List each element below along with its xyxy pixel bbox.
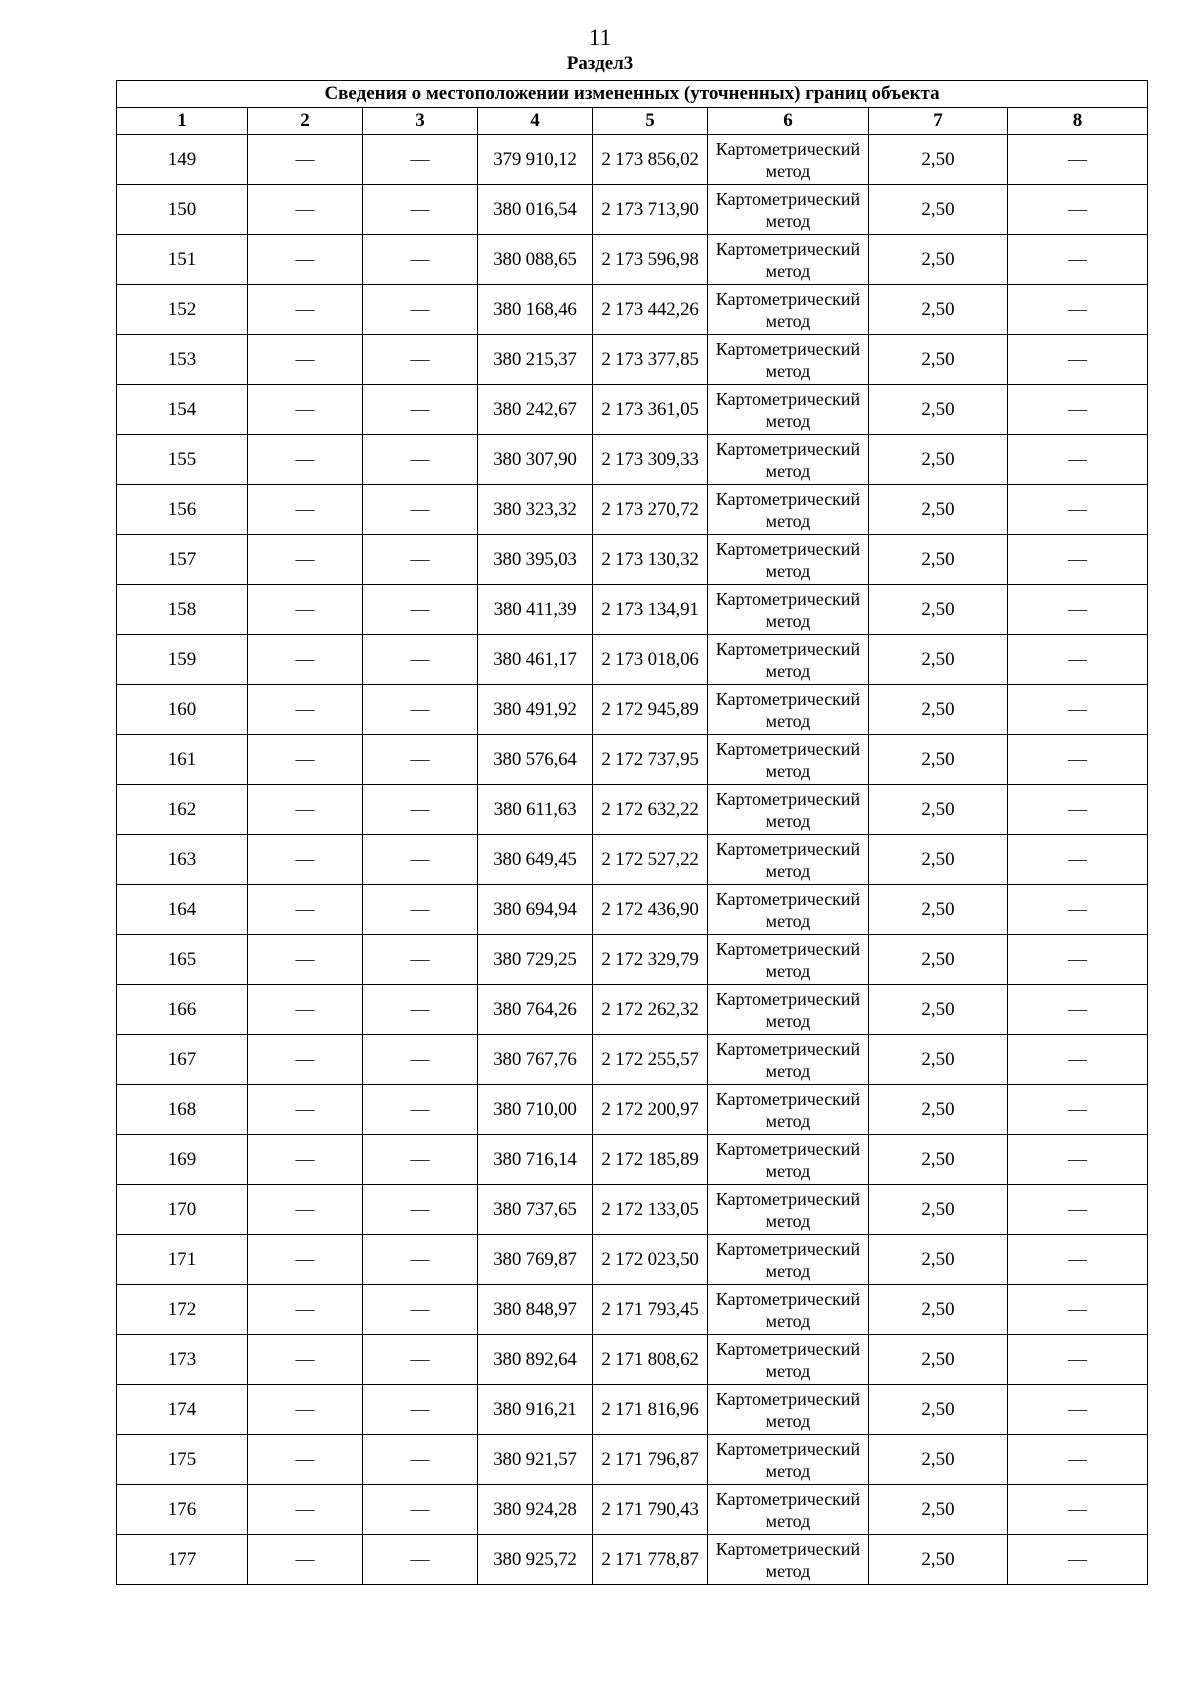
empty-cell: — (1008, 785, 1148, 835)
table-row (117, 385, 1148, 435)
empty-cell: — (363, 1235, 478, 1285)
x-coordinate: 380 395,03 (478, 535, 593, 585)
table-row (117, 935, 1148, 985)
y-coordinate: 2 173 856,02 (593, 135, 708, 185)
y-coordinate: 2 172 185,89 (593, 1135, 708, 1185)
empty-cell: — (363, 185, 478, 235)
empty-cell: — (363, 1485, 478, 1535)
accuracy: 2,50 (869, 985, 1008, 1035)
column-number: 5 (593, 108, 708, 135)
accuracy: 2,50 (869, 235, 1008, 285)
table-row (117, 635, 1148, 685)
column-number: 7 (869, 108, 1008, 135)
empty-cell: — (1008, 1435, 1148, 1485)
point-number: 160 (117, 685, 248, 735)
table-row (117, 1035, 1148, 1085)
method: Картометрический метод (708, 1035, 869, 1085)
empty-cell: — (363, 985, 478, 1035)
table-row (117, 1085, 1148, 1135)
point-number: 159 (117, 635, 248, 685)
table-row (117, 285, 1148, 335)
x-coordinate: 380 924,28 (478, 1485, 593, 1535)
empty-cell: — (363, 1335, 478, 1385)
table-row (117, 335, 1148, 385)
column-number: 4 (478, 108, 593, 135)
empty-cell: — (1008, 835, 1148, 885)
method: Картометрический метод (708, 285, 869, 335)
table-row (117, 1285, 1148, 1335)
column-number: 1 (117, 108, 248, 135)
table-caption: Сведения о местоположении измененных (уточненных) границ объекта (117, 81, 1148, 108)
x-coordinate: 380 716,14 (478, 1135, 593, 1185)
empty-cell: — (1008, 435, 1148, 485)
method: Картометрический метод (708, 985, 869, 1035)
table-row (117, 1385, 1148, 1435)
method: Картометрический метод (708, 135, 869, 185)
accuracy: 2,50 (869, 385, 1008, 435)
point-number: 167 (117, 1035, 248, 1085)
table-row (117, 135, 1148, 185)
table-row (117, 485, 1148, 535)
empty-cell: — (248, 1535, 363, 1585)
point-number: 170 (117, 1185, 248, 1235)
y-coordinate: 2 173 134,91 (593, 585, 708, 635)
empty-cell: — (248, 185, 363, 235)
empty-cell: — (363, 535, 478, 585)
table-row (117, 585, 1148, 635)
empty-cell: — (248, 985, 363, 1035)
empty-cell: — (1008, 1235, 1148, 1285)
method: Картометрический метод (708, 885, 869, 935)
x-coordinate: 380 576,64 (478, 735, 593, 785)
table-row (117, 435, 1148, 485)
x-coordinate: 380 323,32 (478, 485, 593, 535)
x-coordinate: 380 611,63 (478, 785, 593, 835)
y-coordinate: 2 172 133,05 (593, 1185, 708, 1235)
table-body (117, 135, 1148, 1585)
column-number: 6 (708, 108, 869, 135)
empty-cell: — (363, 735, 478, 785)
table-row (117, 1535, 1148, 1585)
empty-cell: — (363, 1385, 478, 1435)
empty-cell: — (248, 385, 363, 435)
empty-cell: — (248, 535, 363, 585)
empty-cell: — (363, 585, 478, 635)
x-coordinate: 380 215,37 (478, 335, 593, 385)
empty-cell: — (363, 935, 478, 985)
empty-cell: — (1008, 385, 1148, 435)
point-number: 157 (117, 535, 248, 585)
empty-cell: — (248, 1235, 363, 1285)
x-coordinate: 380 769,87 (478, 1235, 593, 1285)
empty-cell: — (248, 685, 363, 735)
accuracy: 2,50 (869, 1285, 1008, 1335)
x-coordinate: 380 767,76 (478, 1035, 593, 1085)
x-coordinate: 380 729,25 (478, 935, 593, 985)
accuracy: 2,50 (869, 1485, 1008, 1535)
empty-cell: — (248, 835, 363, 885)
method: Картометрический метод (708, 185, 869, 235)
method: Картометрический метод (708, 1435, 869, 1485)
empty-cell: — (1008, 1185, 1148, 1235)
y-coordinate: 2 171 796,87 (593, 1435, 708, 1485)
x-coordinate: 380 925,72 (478, 1535, 593, 1585)
empty-cell: — (363, 135, 478, 185)
x-coordinate: 380 016,54 (478, 185, 593, 235)
empty-cell: — (248, 335, 363, 385)
column-number: 2 (248, 108, 363, 135)
accuracy: 2,50 (869, 185, 1008, 235)
accuracy: 2,50 (869, 1435, 1008, 1485)
accuracy: 2,50 (869, 435, 1008, 485)
empty-cell: — (248, 935, 363, 985)
accuracy: 2,50 (869, 1135, 1008, 1185)
y-coordinate: 2 173 377,85 (593, 335, 708, 385)
point-number: 166 (117, 985, 248, 1035)
y-coordinate: 2 172 023,50 (593, 1235, 708, 1285)
y-coordinate: 2 172 632,22 (593, 785, 708, 835)
table-row (117, 835, 1148, 885)
empty-cell: — (1008, 885, 1148, 935)
empty-cell: — (363, 1185, 478, 1235)
empty-cell: — (1008, 335, 1148, 385)
empty-cell: — (1008, 735, 1148, 785)
method: Картометрический метод (708, 1285, 869, 1335)
empty-cell: — (1008, 135, 1148, 185)
accuracy: 2,50 (869, 1185, 1008, 1235)
empty-cell: — (363, 385, 478, 435)
point-number: 172 (117, 1285, 248, 1335)
accuracy: 2,50 (869, 835, 1008, 885)
page-number: 11 (588, 25, 612, 50)
empty-cell: — (248, 1185, 363, 1235)
point-number: 169 (117, 1135, 248, 1185)
empty-cell: — (1008, 1135, 1148, 1185)
empty-cell: — (363, 685, 478, 735)
table-row (117, 1435, 1148, 1485)
empty-cell: — (248, 1135, 363, 1185)
empty-cell: — (1008, 1285, 1148, 1335)
method: Картометрический метод (708, 1535, 869, 1585)
method: Картометрический метод (708, 735, 869, 785)
empty-cell: — (363, 1085, 478, 1135)
accuracy: 2,50 (869, 335, 1008, 385)
empty-cell: — (1008, 635, 1148, 685)
y-coordinate: 2 173 361,05 (593, 385, 708, 435)
x-coordinate: 380 921,57 (478, 1435, 593, 1485)
accuracy: 2,50 (869, 1235, 1008, 1285)
empty-cell: — (248, 635, 363, 685)
y-coordinate: 2 171 816,96 (593, 1385, 708, 1435)
table-row (117, 235, 1148, 285)
point-number: 162 (117, 785, 248, 835)
empty-cell: — (248, 1085, 363, 1135)
point-number: 175 (117, 1435, 248, 1485)
accuracy: 2,50 (869, 1035, 1008, 1085)
y-coordinate: 2 171 793,45 (593, 1285, 708, 1335)
accuracy: 2,50 (869, 1085, 1008, 1135)
table-row (117, 1185, 1148, 1235)
table-row (117, 535, 1148, 585)
coordinates-table (116, 80, 1148, 1585)
table-row (117, 985, 1148, 1035)
empty-cell: — (1008, 485, 1148, 535)
empty-cell: — (1008, 1485, 1148, 1535)
x-coordinate: 380 649,45 (478, 835, 593, 885)
point-number: 177 (117, 1535, 248, 1585)
y-coordinate: 2 172 329,79 (593, 935, 708, 985)
x-coordinate: 380 710,00 (478, 1085, 593, 1135)
y-coordinate: 2 172 200,97 (593, 1085, 708, 1135)
empty-cell: — (248, 1485, 363, 1535)
method: Картометрический метод (708, 835, 869, 885)
x-coordinate: 379 910,12 (478, 135, 593, 185)
accuracy: 2,50 (869, 735, 1008, 785)
y-coordinate: 2 173 270,72 (593, 485, 708, 535)
empty-cell: — (248, 1035, 363, 1085)
table-row (117, 1485, 1148, 1535)
table-row (117, 685, 1148, 735)
empty-cell: — (1008, 1535, 1148, 1585)
y-coordinate: 2 173 596,98 (593, 235, 708, 285)
point-number: 173 (117, 1335, 248, 1385)
column-number: 8 (1008, 108, 1148, 135)
empty-cell: — (1008, 1035, 1148, 1085)
method: Картометрический метод (708, 385, 869, 435)
empty-cell: — (363, 835, 478, 885)
empty-cell: — (363, 785, 478, 835)
empty-cell: — (1008, 685, 1148, 735)
accuracy: 2,50 (869, 1385, 1008, 1435)
empty-cell: — (248, 1385, 363, 1435)
method: Картометрический метод (708, 235, 869, 285)
method: Картометрический метод (708, 585, 869, 635)
table-row (117, 1335, 1148, 1385)
y-coordinate: 2 172 945,89 (593, 685, 708, 735)
empty-cell: — (363, 485, 478, 535)
accuracy: 2,50 (869, 485, 1008, 535)
point-number: 176 (117, 1485, 248, 1535)
empty-cell: — (248, 285, 363, 335)
x-coordinate: 380 764,26 (478, 985, 593, 1035)
point-number: 153 (117, 335, 248, 385)
empty-cell: — (363, 435, 478, 485)
accuracy: 2,50 (869, 1335, 1008, 1385)
point-number: 152 (117, 285, 248, 335)
table-row (117, 785, 1148, 835)
table-row (117, 1135, 1148, 1185)
point-number: 164 (117, 885, 248, 935)
empty-cell: — (1008, 935, 1148, 985)
empty-cell: — (363, 285, 478, 335)
method: Картометрический метод (708, 635, 869, 685)
y-coordinate: 2 173 018,06 (593, 635, 708, 685)
method: Картометрический метод (708, 1485, 869, 1535)
empty-cell: — (363, 1435, 478, 1485)
empty-cell: — (363, 885, 478, 935)
y-coordinate: 2 173 442,26 (593, 285, 708, 335)
accuracy: 2,50 (869, 785, 1008, 835)
method: Картометрический метод (708, 1135, 869, 1185)
method: Картометрический метод (708, 535, 869, 585)
method: Картометрический метод (708, 1085, 869, 1135)
column-number-row (117, 108, 1148, 135)
point-number: 155 (117, 435, 248, 485)
x-coordinate: 380 307,90 (478, 435, 593, 485)
method: Картометрический метод (708, 1185, 869, 1235)
y-coordinate: 2 172 262,32 (593, 985, 708, 1035)
table-row (117, 185, 1148, 235)
y-coordinate: 2 173 713,90 (593, 185, 708, 235)
y-coordinate: 2 173 130,32 (593, 535, 708, 585)
point-number: 151 (117, 235, 248, 285)
y-coordinate: 2 173 309,33 (593, 435, 708, 485)
empty-cell: — (1008, 535, 1148, 585)
x-coordinate: 380 088,65 (478, 235, 593, 285)
accuracy: 2,50 (869, 135, 1008, 185)
empty-cell: — (248, 585, 363, 635)
point-number: 150 (117, 185, 248, 235)
empty-cell: — (248, 1285, 363, 1335)
empty-cell: — (363, 1285, 478, 1335)
table-row (117, 735, 1148, 785)
empty-cell: — (248, 1335, 363, 1385)
x-coordinate: 380 916,21 (478, 1385, 593, 1435)
y-coordinate: 2 171 778,87 (593, 1535, 708, 1585)
point-number: 149 (117, 135, 248, 185)
empty-cell: — (363, 1035, 478, 1085)
point-number: 171 (117, 1235, 248, 1285)
section-title: Раздел3 (566, 53, 634, 74)
empty-cell: — (248, 235, 363, 285)
point-number: 168 (117, 1085, 248, 1135)
empty-cell: — (363, 1135, 478, 1185)
y-coordinate: 2 171 790,43 (593, 1485, 708, 1535)
x-coordinate: 380 892,64 (478, 1335, 593, 1385)
empty-cell: — (1008, 1335, 1148, 1385)
point-number: 174 (117, 1385, 248, 1435)
empty-cell: — (248, 785, 363, 835)
table-row (117, 885, 1148, 935)
empty-cell: — (1008, 585, 1148, 635)
x-coordinate: 380 461,17 (478, 635, 593, 685)
empty-cell: — (1008, 1385, 1148, 1435)
x-coordinate: 380 848,97 (478, 1285, 593, 1335)
y-coordinate: 2 172 255,57 (593, 1035, 708, 1085)
table-row (117, 1235, 1148, 1285)
method: Картометрический метод (708, 785, 869, 835)
x-coordinate: 380 411,39 (478, 585, 593, 635)
y-coordinate: 2 171 808,62 (593, 1335, 708, 1385)
point-number: 156 (117, 485, 248, 535)
accuracy: 2,50 (869, 285, 1008, 335)
x-coordinate: 380 242,67 (478, 385, 593, 435)
empty-cell: — (248, 435, 363, 485)
y-coordinate: 2 172 436,90 (593, 885, 708, 935)
x-coordinate: 380 491,92 (478, 685, 593, 735)
empty-cell: — (363, 635, 478, 685)
empty-cell: — (248, 885, 363, 935)
empty-cell: — (248, 485, 363, 535)
point-number: 163 (117, 835, 248, 885)
accuracy: 2,50 (869, 635, 1008, 685)
accuracy: 2,50 (869, 685, 1008, 735)
method: Картометрический метод (708, 485, 869, 535)
accuracy: 2,50 (869, 585, 1008, 635)
empty-cell: — (248, 135, 363, 185)
method: Картометрический метод (708, 685, 869, 735)
accuracy: 2,50 (869, 535, 1008, 585)
point-number: 158 (117, 585, 248, 635)
x-coordinate: 380 694,94 (478, 885, 593, 935)
empty-cell: — (1008, 235, 1148, 285)
x-coordinate: 380 737,65 (478, 1185, 593, 1235)
y-coordinate: 2 172 527,22 (593, 835, 708, 885)
x-coordinate: 380 168,46 (478, 285, 593, 335)
method: Картометрический метод (708, 335, 869, 385)
accuracy: 2,50 (869, 1535, 1008, 1585)
point-number: 165 (117, 935, 248, 985)
method: Картометрический метод (708, 1335, 869, 1385)
method: Картометрический метод (708, 1385, 869, 1435)
accuracy: 2,50 (869, 885, 1008, 935)
empty-cell: — (1008, 985, 1148, 1035)
empty-cell: — (248, 735, 363, 785)
method: Картометрический метод (708, 435, 869, 485)
empty-cell: — (363, 335, 478, 385)
empty-cell: — (1008, 185, 1148, 235)
method: Картометрический метод (708, 935, 869, 985)
empty-cell: — (363, 235, 478, 285)
y-coordinate: 2 172 737,95 (593, 735, 708, 785)
empty-cell: — (1008, 285, 1148, 335)
point-number: 161 (117, 735, 248, 785)
accuracy: 2,50 (869, 935, 1008, 985)
empty-cell: — (248, 1435, 363, 1485)
empty-cell: — (1008, 1085, 1148, 1135)
empty-cell: — (363, 1535, 478, 1585)
method: Картометрический метод (708, 1235, 869, 1285)
column-number: 3 (363, 108, 478, 135)
point-number: 154 (117, 385, 248, 435)
